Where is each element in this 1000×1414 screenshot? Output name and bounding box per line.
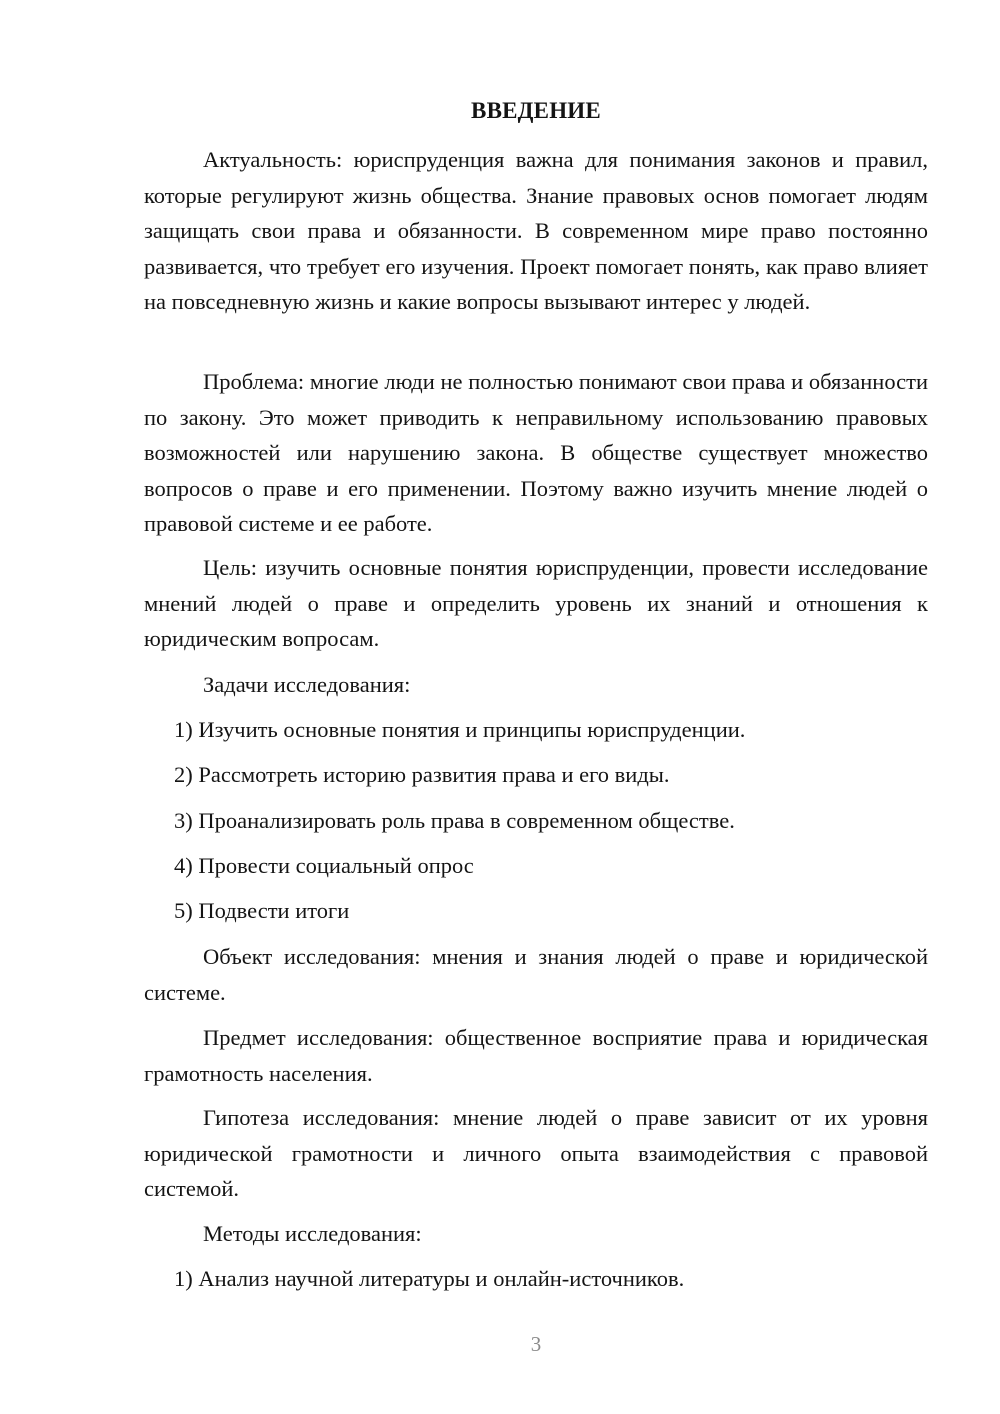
paragraph-hypothesis: Гипотеза исследования: мнение людей о праве зависит от их уровня юридической грамотности и личного опыта взаимодействия с правовой системой. <box>144 1105 928 1201</box>
paragraph-goal: Цель: изучить основные понятия юриспруденции, провести исследование мнений людей о праве и определить уровень их знаний и отношения к юридическим вопросам. <box>144 555 928 651</box>
page-number: 3 <box>530 1332 542 1356</box>
methods-heading: Методы исследования: <box>203 1221 422 1246</box>
paragraph-object: Объект исследования: мнения и знания людей о праве и юридической системе. <box>144 944 928 1005</box>
task-item-5: 5) Подвести итоги <box>174 898 350 923</box>
task-item-1: 1) Изучить основные понятия и принципы юриспруденции. <box>174 717 746 742</box>
task-item-3: 3) Проанализировать роль права в современном обществе. <box>174 808 735 833</box>
method-item-1: 1) Анализ научной литературы и онлайн-источников. <box>174 1266 685 1291</box>
page-title: ВВЕДЕНИЕ <box>471 98 601 123</box>
paragraph-subject: Предмет исследования: общественное восприятие права и юридическая грамотность населения. <box>144 1025 928 1086</box>
paragraph-relevance: Актуальность: юриспруденция важна для понимания законов и правил, которые регулируют жизнь общества. Знание правовых основ помогает людям защищать свои права и обязанности. В современном мире право постоянно развивается, что требует его изучения. Проект помогает понять, как право влияет на повседневную жизнь и какие вопросы вызывают интерес у людей. <box>144 147 928 314</box>
task-item-4: 4) Провести социальный опрос <box>174 853 474 878</box>
tasks-heading: Задачи исследования: <box>203 672 411 697</box>
task-item-2: 2) Рассмотреть историю развития права и его виды. <box>174 762 670 787</box>
paragraph-problem: Проблема: многие люди не полностью понимают свои права и обязанности по закону. Это может приводить к неправильному использованию правовых возможностей или нарушению закона. В обществе существует множество вопросов о праве и его применении. Поэтому важно изучить мнение людей о правовой системе и ее работе. <box>144 369 928 536</box>
